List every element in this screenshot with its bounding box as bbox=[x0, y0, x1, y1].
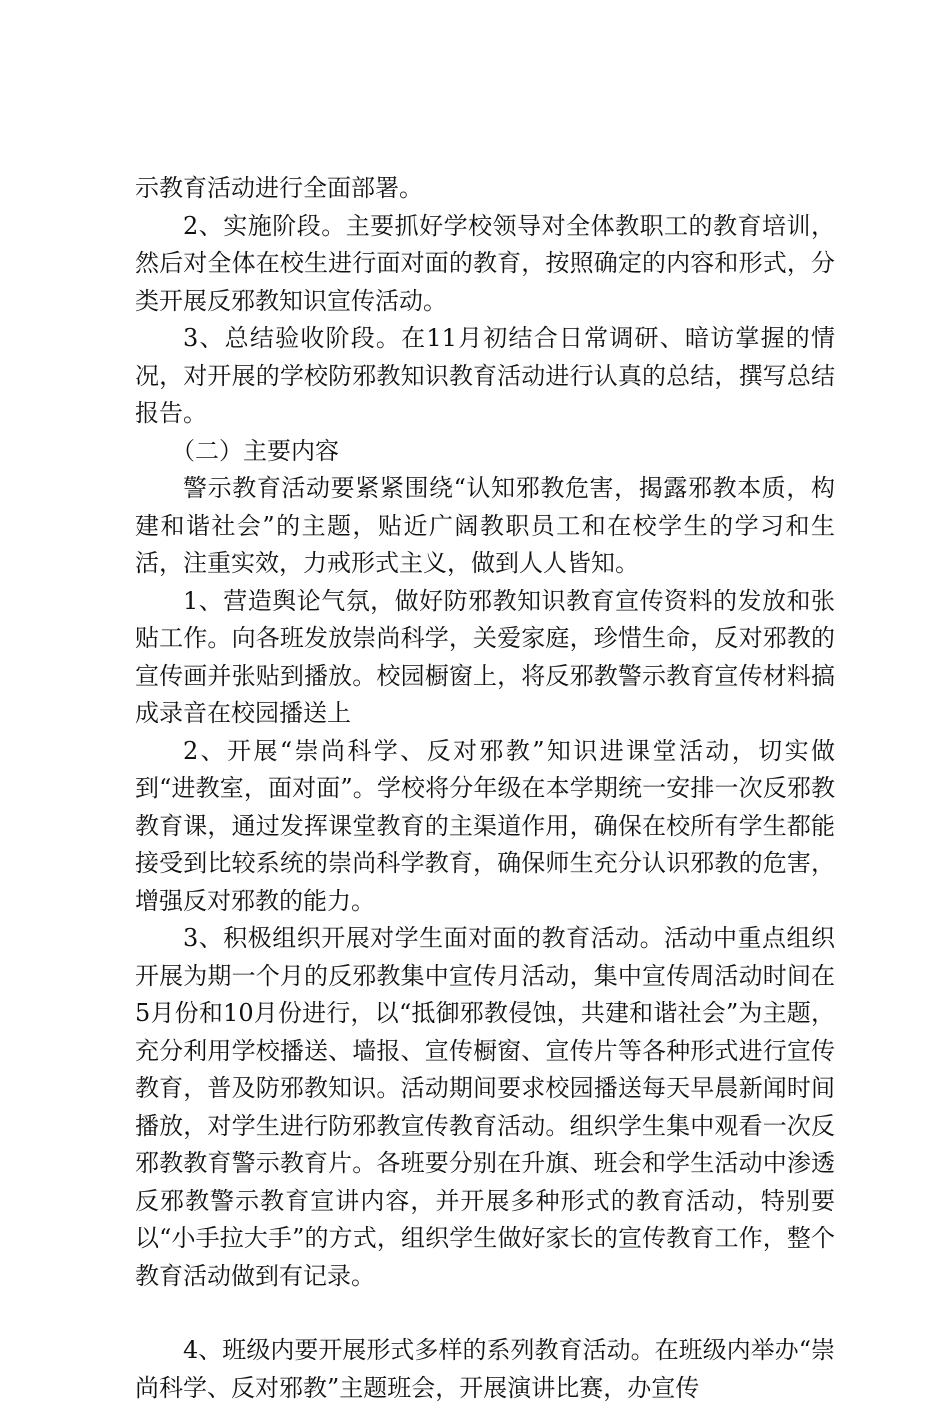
paragraph-item-4: 4、班级内要开展形式多样的系列教育活动。在班级内举办“崇尚科学、反对邪教”主题班会，开展演讲比赛，办宣传 bbox=[135, 1336, 835, 1402]
paragraph-theme: 警示教育活动要紧紧围绕“认知邪教危害，揭露邪教本质，构建和谐社会”的主题，贴近广阔教职员工和在校学生的学习和生活，注重实效，力戒形式主义，做到人人皆知。 bbox=[135, 474, 835, 577]
paragraph-summary-stage: 3、总结验收阶段。在11月初结合日常调研、暗访掌握的情况，对开展的学校防邪教知识教育活动进行认真的总结，撰写总结报告。 bbox=[135, 324, 835, 427]
document-body bbox=[135, 170, 835, 1407]
paragraph-implementation-stage: 2、实施阶段。主要抓好学校领导对全体教职工的教育培训，然后对全体在校生进行面对面的教育，按照确定的内容和形式，分类开展反邪教知识宣传活动。 bbox=[135, 211, 835, 315]
paragraph-item-2: 2、开展“崇尚科学、反对邪教”知识进课堂活动，切实做到“进教室，面对面”。学校将分年级在本学期统一安排一次反邪教教育课，通过发挥课堂教育的主渠道作用，确保在校所有学生都能接受到比较系统的崇尚科学教育，确保师生充分认识邪教的危害，增强反对邪教的能力。 bbox=[135, 736, 835, 915]
paragraph-item-1: 1、营造舆论气氛，做好防邪教知识教育宣传资料的发放和张贴工作。向各班发放崇尚科学，关爱家庭，珍惜生命，反对邪教的宣传画并张贴到播放。校园橱窗上，将反邪教警示教育宣传材料搞成录音在校园播送上 bbox=[135, 586, 835, 727]
section-heading-main-content: （二）主要内容 bbox=[171, 436, 339, 465]
paragraph-continuation: 示教育活动进行全面部署。 bbox=[135, 174, 423, 202]
paragraph-item-3: 3、积极组织开展对学生面对面的教育活动。活动中重点组织开展为期一个月的反邪教集中宣传月活动，集中宣传周活动时间在5月份和10月份进行，以“抵御邪教侵蚀，共建和谐社会”为主题，充分利用学校播送、墙报、宣传橱窗、宣传片等各种形式进行宣传教育，普及防邪教知识。活动期间要求校园播送每天早晨新闻时间播放，对学生进行防邪教宣传教育活动。组织学生集中观看一次反邪教教育警示教育片。各班要分别在升旗、班会和学生活动中渗透反邪教警示教育宣讲内容，并开展多种形式的教育活动，特别要以“小手拉大手”的方式，组织学生做好家长的宣传教育工作，整个教育活动做到有记录。 bbox=[135, 924, 835, 1290]
